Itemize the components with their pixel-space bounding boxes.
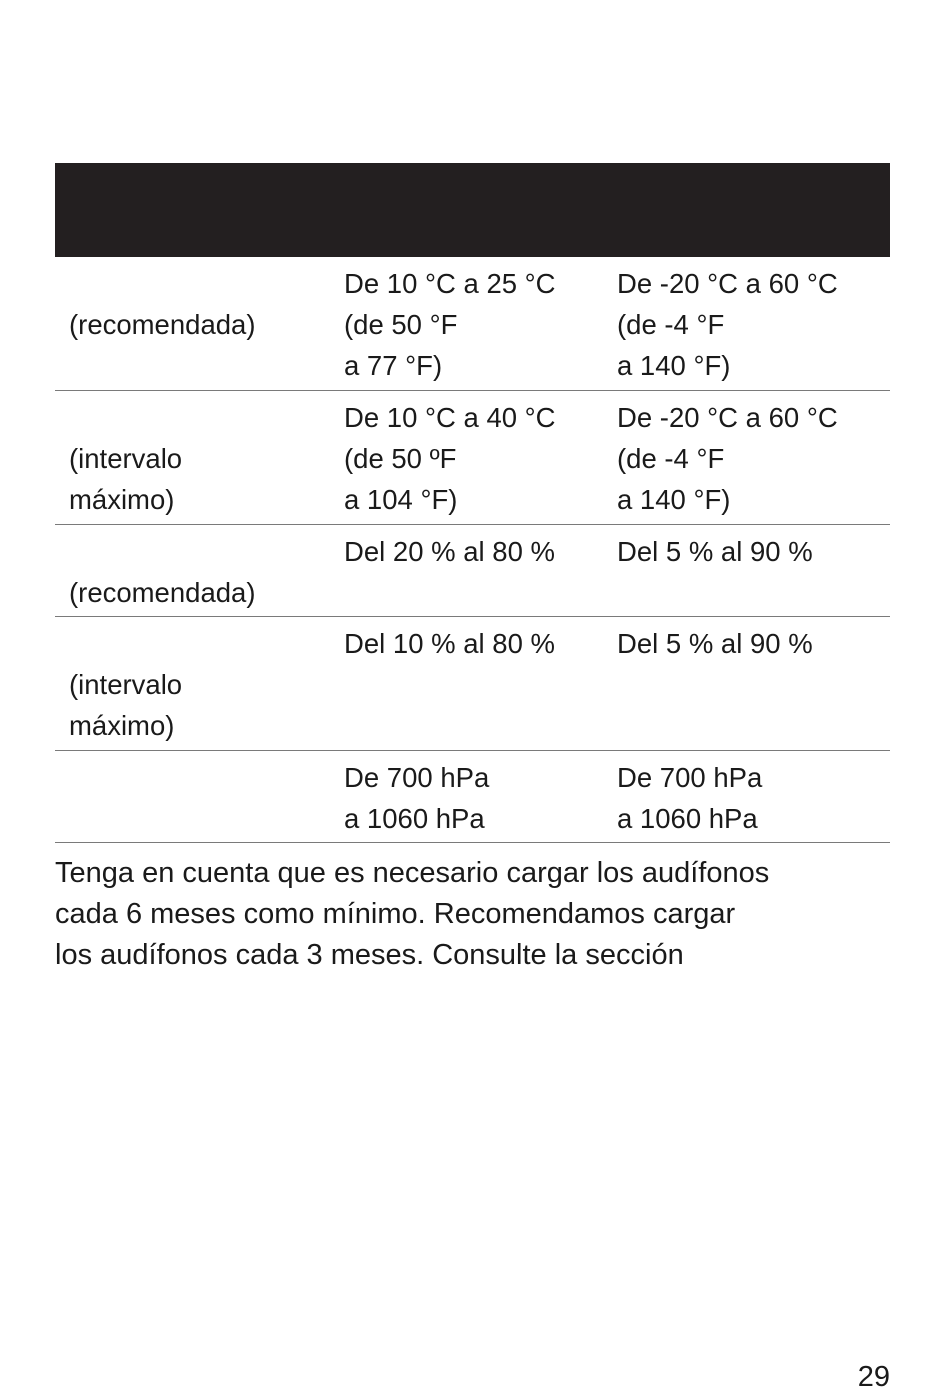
specifications-table	[55, 257, 890, 843]
operating-value: De 10 °C a 40 °C (de 50 ºF a 104 °F)	[344, 402, 556, 515]
operating-value: De 10 °C a 25 °C (de 50 °F a 77 °F)	[344, 268, 556, 381]
operating-value: Del 10 % al 80 %	[344, 628, 555, 659]
table-row	[55, 391, 890, 525]
storage-value: De -20 °C a 60 °C (de -4 °F a 140 °F)	[617, 268, 838, 381]
row-label: (intervalo máximo)	[69, 669, 183, 741]
storage-value: Del 5 % al 90 %	[617, 628, 813, 659]
row-label: (recomendada)	[69, 309, 256, 340]
operating-value: Del 20 % al 80 %	[344, 536, 555, 567]
note-line: Tenga en cuenta que es necesario cargar los audífonos	[55, 857, 770, 889]
table-row	[55, 751, 890, 843]
storage-value: De -20 °C a 60 °C (de -4 °F a 140 °F)	[617, 402, 838, 515]
table-header-band	[55, 163, 890, 257]
charging-note	[55, 853, 890, 976]
table-row	[55, 617, 890, 751]
page-number: 29	[857, 1361, 890, 1393]
operating-value: De 700 hPa a 1060 hPa	[344, 762, 490, 834]
table-row	[55, 525, 890, 617]
table-row	[55, 257, 890, 391]
note-line: los audífonos cada 3 meses. Consulte la sección	[55, 939, 684, 971]
row-label: (intervalo máximo)	[69, 443, 183, 515]
storage-value: Del 5 % al 90 %	[617, 536, 813, 567]
storage-value: De 700 hPa a 1060 hPa	[617, 762, 763, 834]
row-label: (recomendada)	[69, 577, 256, 608]
note-line: cada 6 meses como mínimo. Recomendamos cargar	[55, 898, 736, 930]
